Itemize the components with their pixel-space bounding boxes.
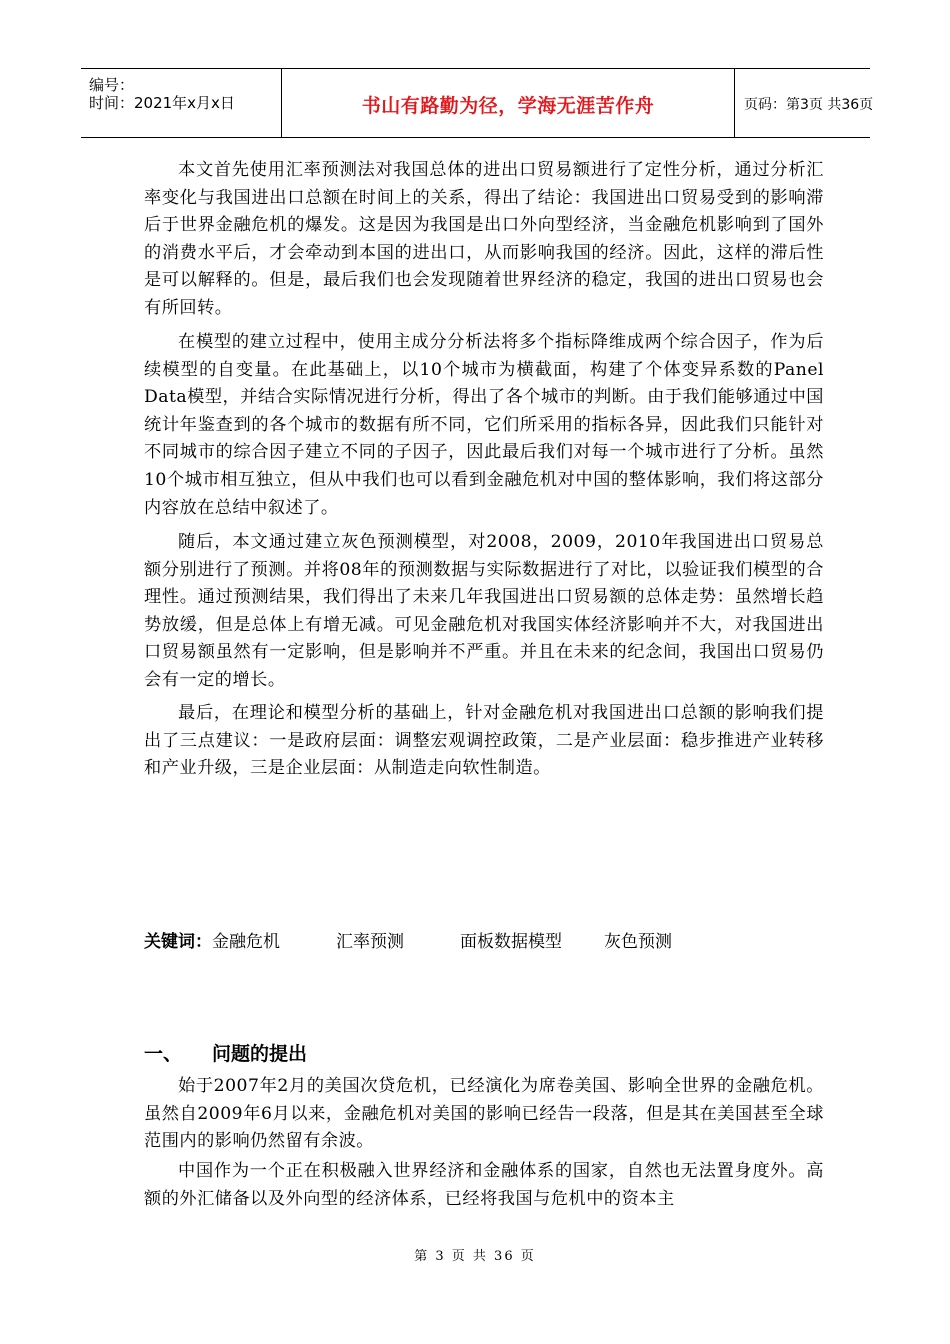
motto-text: 书山有路勤为径，学海无涯苦作舟 <box>361 95 655 117</box>
page-footer: 第 3 页 共 36 页 <box>414 1249 536 1264</box>
abstract-paragraph-3: 随后，本文通过建立灰色预测模型，对2008，2009，2010年我国进出口贸易总额分别进行了预测。并将08年的预测数据与实际数据进行了对比，以验证我们模型的合理性。通过预测结果，我们得出了未来几年我国进出口贸易额的总体走势：虽然增长趋势放缓，但是总体上有增无减。可见金融危机对我国实体经济影响并不大，对我国进出口贸易额虽然有一定影响，但是影响并不严重。并且在未来的纪念间，我国出口贸易仍会有一定的增长。 <box>144 532 824 690</box>
abstract-paragraph-1: 本文首先使用汇率预测法对我国总体的进出口贸易额进行了定性分析，通过分析汇率变化与我国进出口总额在时间上的关系，得出了结论：我国进出口贸易受到的影响滞后于世界金融危机的爆发。这是因为我国是出口外向型经济，当金融危机影响到了国外的消费水平后，才会牵动到本国的进出口，从而影响我国的经济。因此，这样的滞后性是可以解释的。但是，最后我们也会发现随着世界经济的稳定，我国的进出口贸易也会有所回转。 <box>144 160 824 318</box>
header-meta-cell <box>81 69 281 137</box>
section-paragraph-1: 始于2007年2月的美国次贷危机，已经演化为席卷美国、影响全世界的金融危机。虽然自2009年6月以来，金融危机对美国的影响已经告一段落，但是其在美国甚至全球范围内的影响仍然留有余波。 <box>144 1076 824 1152</box>
section-title: 问题的提出 <box>212 1043 308 1065</box>
keywords-label: 关键词： <box>144 932 212 952</box>
page-code: 页码：第3页 共36页 <box>744 97 874 113</box>
time-label: 时间：2021年x月x日 <box>89 94 235 112</box>
header-page-cell <box>734 69 874 137</box>
abstract-paragraph-4: 最后，在理论和模型分析的基础上，针对金融危机对我国进出口总额的影响我们提出了三点建议：一是政府层面：调整宏观调控政策，二是产业层面：稳步推进产业转移和产业升级，三是企业层面：从制造走向软性制造。 <box>144 703 824 779</box>
keyword-item: 汇率预测 <box>336 932 404 952</box>
header-table <box>81 68 874 138</box>
section-paragraph-2: 中国作为一个正在积极融入世界经济和金融体系的国家，自然也无法置身度外。高额的外汇储备以及外向型的经济体系，已经将我国与危机中的资本主 <box>144 1161 824 1209</box>
section-number: 一、 <box>144 1043 183 1065</box>
keyword-item: 面板数据模型 <box>460 932 562 952</box>
keyword-item: 灰色预测 <box>604 932 672 952</box>
serial-label: 编号： <box>89 76 135 94</box>
keyword-item: 金融危机 <box>212 932 280 952</box>
header-motto-cell <box>281 69 735 137</box>
section-heading <box>144 1039 307 1066</box>
abstract-paragraph-2: 在模型的建立过程中，使用主成分分析法将多个指标降维成两个综合因子，作为后续模型的自变量。在此基础上，以10个城市为横截面，构建了个体变异系数的Panel Data模型，并结合实际情况进行分析，得出了各个城市的判断。由于我们能够通过中国统计年鉴查到的各个城市的数据有所不同，它们所采用的指标各异，因此我们只能针对不同城市的综合因子建立不同的子因子，因此最后我们对每一个城市进行了分析。虽然10个城市相互独立，但从中我们也可以看到金融危机对中国的整体影响，我们将这部分内容放在总结中叙述了。 <box>144 332 824 518</box>
keywords-line <box>144 927 672 952</box>
